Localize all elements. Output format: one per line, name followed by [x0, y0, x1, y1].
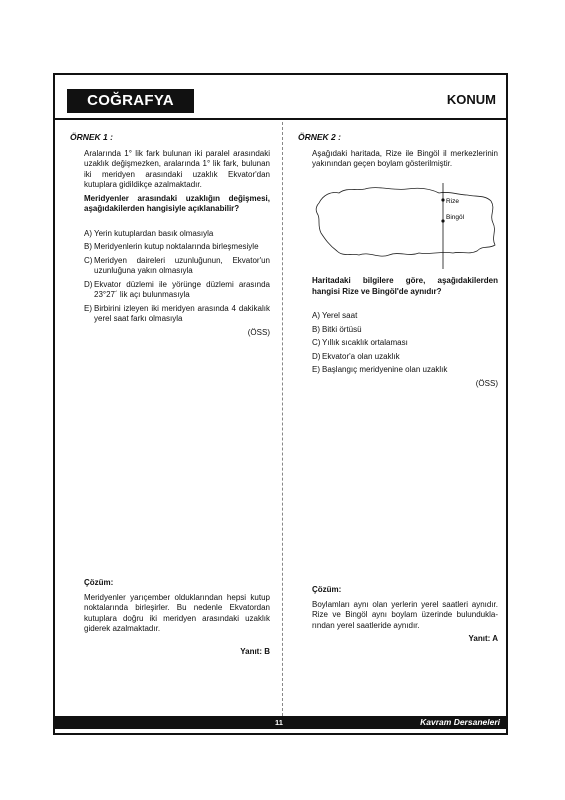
example-2-solution — [312, 585, 498, 645]
option-e — [84, 304, 270, 325]
bingol-label: Bingöl — [446, 214, 465, 221]
rize-marker — [441, 198, 444, 201]
option-key: D) — [84, 279, 93, 289]
option-d — [84, 280, 270, 301]
option-e — [312, 365, 498, 376]
example-1-intro: Aralarında 1° lik fark bulunan iki paralel arasındaki uzaklık değişmezken, aralarında 1° lik fark, bulunan iki meridyen arasındaki uzaklık Ekvator'dan kutuplara gidildikçe azalmaktadır. — [84, 148, 270, 189]
solution-title: Çözüm: — [312, 585, 342, 594]
option-a — [84, 229, 270, 240]
option-text: Başlangıç meridyenine olan uzaklık — [322, 365, 448, 374]
option-text: Yıllık sıcaklık ortalaması — [322, 338, 408, 347]
option-key: A) — [84, 228, 92, 238]
option-key: C) — [312, 338, 321, 347]
example-2 — [298, 132, 498, 173]
solution-text: Boylamları aynı olan yerlerin yerel saatleri aynıdır. Rize ve Bingöl aynı boylam üzerinde bulunduklarından yerel saatleride aynıdır. — [312, 599, 498, 630]
subject-title: COĞRAFYA — [67, 89, 194, 113]
publisher-brand: Kavram Dersaneleri — [420, 717, 500, 727]
option-text: Ekvator'a olan uzaklık — [322, 351, 400, 361]
option-text: Bitki örtüsü — [322, 324, 362, 334]
option-a — [312, 311, 498, 322]
option-b — [84, 242, 270, 253]
option-b — [312, 325, 498, 336]
option-key: C) — [84, 255, 93, 265]
example-2-intro: Aşağıdaki haritada, Rize ile Bingöl il merkezlerinin yakınından geçen boylam gösterilmiştir. — [312, 148, 498, 168]
option-key: E) — [84, 303, 92, 313]
rize-label: Rize — [446, 198, 460, 205]
answer: Yanıt: A — [468, 634, 498, 643]
example-1-source: (ÖSS) — [247, 327, 270, 337]
option-key: A) — [312, 311, 320, 320]
turkey-map — [313, 181, 499, 271]
example-1-question: Meridyenler arasındaki uzaklığın değişmesi, aşağıdakilerden hangisiyle açıklanabilir? — [84, 193, 270, 213]
option-key: B) — [84, 242, 92, 251]
example-2-body — [312, 276, 498, 389]
option-text: Birbirini izleyen iki meridyen arasında 4 dakikalık yerel saat farkı olmasıyla — [94, 303, 270, 323]
option-d — [312, 352, 498, 363]
option-c — [312, 338, 498, 349]
option-text: Yerin kutuplardan basık olmasıyla — [94, 228, 214, 238]
solution-title: Çözüm: — [84, 578, 114, 587]
header-rule — [53, 118, 508, 120]
solution-text: Meridyenler yarıçember olduklarından hepsi kutup noktalarında birleşirler. Bu nedenle Ekvatordan kutuplara doğru iki meridyen arasındaki uzaklık giderek azalmaktadır. — [84, 592, 270, 633]
option-key: D) — [312, 351, 321, 361]
option-c — [84, 256, 270, 277]
example-1 — [70, 132, 270, 338]
section-title: KONUM — [446, 92, 496, 107]
page-number: 11 — [275, 718, 283, 727]
bingol-marker — [441, 219, 444, 222]
turkey-outline — [316, 188, 495, 257]
footer-bar — [53, 716, 508, 729]
example-2-title: ÖRNEK 2 : — [298, 132, 341, 142]
example-2-source: (ÖSS) — [475, 378, 498, 388]
option-key: E) — [312, 365, 320, 374]
option-text: Yerel saat — [322, 311, 358, 320]
example-1-title: ÖRNEK 1 : — [70, 132, 113, 142]
option-key: B) — [312, 324, 320, 334]
option-text: Ekvator düzlemi ile yörünge düzlemi arasında 23°27´ lik açı bulunmasıyla — [94, 279, 270, 299]
answer: Yanıt: B — [240, 646, 270, 656]
example-2-question: Haritadaki bilgilere göre, aşağıdakilerden hangisi Rize ve Bingöl'de aynıdır? — [312, 276, 498, 296]
example-1-solution — [84, 578, 270, 657]
option-text: Meridyenlerin kutup noktalarında birleşmesiyle — [94, 242, 259, 251]
column-divider — [282, 122, 283, 716]
example-2-options — [312, 311, 498, 389]
option-text: Meridyen daireleri uzunluğunun, Ekvator'un uzunluğuna yakın olmasıyla — [94, 255, 270, 275]
example-1-options — [84, 229, 270, 339]
